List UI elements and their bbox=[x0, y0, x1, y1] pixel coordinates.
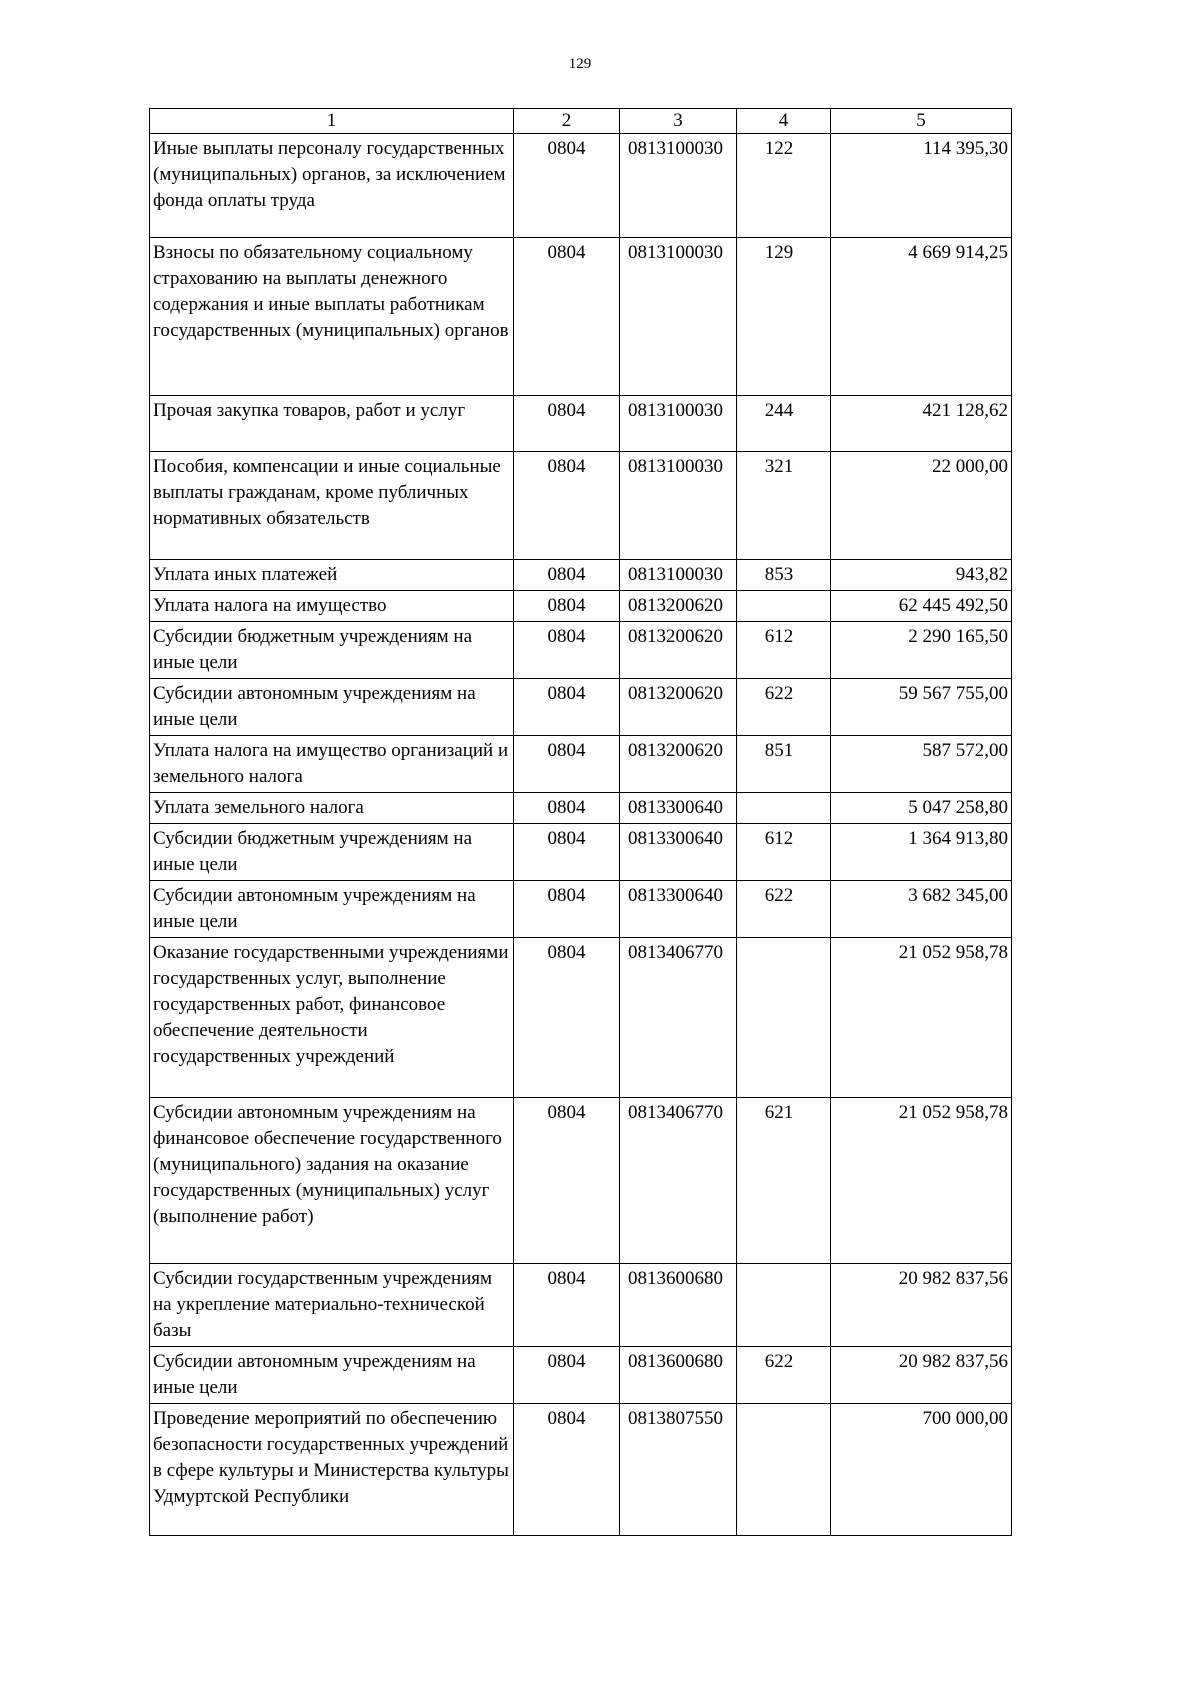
row-csr: 0813100030 bbox=[620, 560, 737, 591]
row-name: Субсидии автономным учреждениям на иные цели bbox=[150, 679, 514, 736]
table-row bbox=[150, 134, 1012, 238]
table-row bbox=[150, 1347, 1012, 1404]
row-csr: 0813600680 bbox=[620, 1347, 737, 1404]
header-cell-name: 1 bbox=[150, 109, 514, 134]
table-header-row bbox=[150, 109, 1012, 134]
table-row bbox=[150, 560, 1012, 591]
table-row bbox=[150, 591, 1012, 622]
row-csr: 0813100030 bbox=[620, 134, 737, 238]
row-section: 0804 bbox=[514, 560, 620, 591]
row-csr: 0813100030 bbox=[620, 452, 737, 560]
row-section: 0804 bbox=[514, 238, 620, 396]
row-sum: 62 445 492,50 bbox=[831, 591, 1012, 622]
row-name: Субсидии государственным учреждениям на укрепление материально-технической базы bbox=[150, 1264, 514, 1347]
header-cell-sum: 5 bbox=[831, 109, 1012, 134]
row-sum: 2 290 165,50 bbox=[831, 622, 1012, 679]
row-csr: 0813406770 bbox=[620, 938, 737, 1098]
row-csr: 0813406770 bbox=[620, 1098, 737, 1264]
table-row bbox=[150, 1264, 1012, 1347]
row-vr bbox=[737, 1404, 831, 1536]
row-vr bbox=[737, 591, 831, 622]
row-csr: 0813300640 bbox=[620, 881, 737, 938]
row-name: Проведение мероприятий по обеспечению безопасности государственных учреждений в сфере культуры и Министерства культуры Удмуртской Республики bbox=[150, 1404, 514, 1536]
row-sum: 587 572,00 bbox=[831, 736, 1012, 793]
row-csr: 0813200620 bbox=[620, 622, 737, 679]
row-vr: 622 bbox=[737, 679, 831, 736]
row-sum: 3 682 345,00 bbox=[831, 881, 1012, 938]
row-vr: 622 bbox=[737, 1347, 831, 1404]
row-vr: 851 bbox=[737, 736, 831, 793]
row-section: 0804 bbox=[514, 793, 620, 824]
table-row bbox=[150, 736, 1012, 793]
row-sum: 114 395,30 bbox=[831, 134, 1012, 238]
row-section: 0804 bbox=[514, 881, 620, 938]
row-sum: 421 128,62 bbox=[831, 396, 1012, 452]
row-section: 0804 bbox=[514, 591, 620, 622]
row-name: Субсидии бюджетным учреждениям на иные цели bbox=[150, 824, 514, 881]
row-sum: 4 669 914,25 bbox=[831, 238, 1012, 396]
row-sum: 20 982 837,56 bbox=[831, 1347, 1012, 1404]
row-section: 0804 bbox=[514, 938, 620, 1098]
row-vr: 321 bbox=[737, 452, 831, 560]
row-name: Уплата иных платежей bbox=[150, 560, 514, 591]
row-sum: 21 052 958,78 bbox=[831, 1098, 1012, 1264]
row-vr: 621 bbox=[737, 1098, 831, 1264]
row-name: Уплата налога на имущество bbox=[150, 591, 514, 622]
row-vr bbox=[737, 938, 831, 1098]
table-row bbox=[150, 238, 1012, 396]
row-vr: 129 bbox=[737, 238, 831, 396]
table-row bbox=[150, 679, 1012, 736]
row-section: 0804 bbox=[514, 1098, 620, 1264]
row-name: Субсидии автономным учреждениям на финансовое обеспечение государственного (муниципального) задания на оказание государственных (муниципальных) услуг (выполнение работ) bbox=[150, 1098, 514, 1264]
budget-table bbox=[149, 108, 1012, 1536]
row-section: 0804 bbox=[514, 679, 620, 736]
row-name: Взносы по обязательному социальному страхованию на выплаты денежного содержания и иные выплаты работникам государственных (муниципальных) органов bbox=[150, 238, 514, 396]
table-row bbox=[150, 1098, 1012, 1264]
row-section: 0804 bbox=[514, 134, 620, 238]
row-vr: 244 bbox=[737, 396, 831, 452]
table-row bbox=[150, 622, 1012, 679]
row-csr: 0813807550 bbox=[620, 1404, 737, 1536]
row-name: Пособия, компенсации и иные социальные выплаты гражданам, кроме публичных нормативных обязательств bbox=[150, 452, 514, 560]
row-name: Субсидии автономным учреждениям на иные цели bbox=[150, 1347, 514, 1404]
row-sum: 59 567 755,00 bbox=[831, 679, 1012, 736]
row-name: Уплата налога на имущество организаций и земельного налога bbox=[150, 736, 514, 793]
row-vr: 612 bbox=[737, 622, 831, 679]
row-vr: 122 bbox=[737, 134, 831, 238]
row-sum: 943,82 bbox=[831, 560, 1012, 591]
table-row bbox=[150, 793, 1012, 824]
row-csr: 0813300640 bbox=[620, 793, 737, 824]
page-number: 129 bbox=[568, 56, 592, 72]
header-cell-section: 2 bbox=[514, 109, 620, 134]
row-section: 0804 bbox=[514, 622, 620, 679]
row-name: Уплата земельного налога bbox=[150, 793, 514, 824]
row-sum: 22 000,00 bbox=[831, 452, 1012, 560]
row-name: Субсидии бюджетным учреждениям на иные цели bbox=[150, 622, 514, 679]
row-csr: 0813100030 bbox=[620, 396, 737, 452]
table-row bbox=[150, 881, 1012, 938]
row-name: Оказание государственными учреждениями государственных услуг, выполнение государственных работ, финансовое обеспечение деятельности государственных учреждений bbox=[150, 938, 514, 1098]
row-vr bbox=[737, 1264, 831, 1347]
row-vr: 853 bbox=[737, 560, 831, 591]
row-name: Субсидии автономным учреждениям на иные цели bbox=[150, 881, 514, 938]
table-row bbox=[150, 824, 1012, 881]
table-row bbox=[150, 938, 1012, 1098]
row-section: 0804 bbox=[514, 736, 620, 793]
table-row bbox=[150, 452, 1012, 560]
row-csr: 0813200620 bbox=[620, 591, 737, 622]
row-section: 0804 bbox=[514, 452, 620, 560]
row-csr: 0813200620 bbox=[620, 679, 737, 736]
row-vr: 612 bbox=[737, 824, 831, 881]
row-vr: 622 bbox=[737, 881, 831, 938]
row-csr: 0813300640 bbox=[620, 824, 737, 881]
row-section: 0804 bbox=[514, 1404, 620, 1536]
row-sum: 20 982 837,56 bbox=[831, 1264, 1012, 1347]
table-row bbox=[150, 1404, 1012, 1536]
row-name: Прочая закупка товаров, работ и услуг bbox=[150, 396, 514, 452]
row-section: 0804 bbox=[514, 1264, 620, 1347]
row-csr: 0813600680 bbox=[620, 1264, 737, 1347]
row-sum: 21 052 958,78 bbox=[831, 938, 1012, 1098]
row-section: 0804 bbox=[514, 1347, 620, 1404]
row-name: Иные выплаты персоналу государственных (муниципальных) органов, за исключением фонда оплаты труда bbox=[150, 134, 514, 238]
header-cell-vr: 4 bbox=[737, 109, 831, 134]
row-csr: 0813100030 bbox=[620, 238, 737, 396]
row-sum: 700 000,00 bbox=[831, 1404, 1012, 1536]
row-section: 0804 bbox=[514, 824, 620, 881]
row-section: 0804 bbox=[514, 396, 620, 452]
row-csr: 0813200620 bbox=[620, 736, 737, 793]
row-sum: 1 364 913,80 bbox=[831, 824, 1012, 881]
row-vr bbox=[737, 793, 831, 824]
table-row bbox=[150, 396, 1012, 452]
header-cell-csr: 3 bbox=[620, 109, 737, 134]
row-sum: 5 047 258,80 bbox=[831, 793, 1012, 824]
